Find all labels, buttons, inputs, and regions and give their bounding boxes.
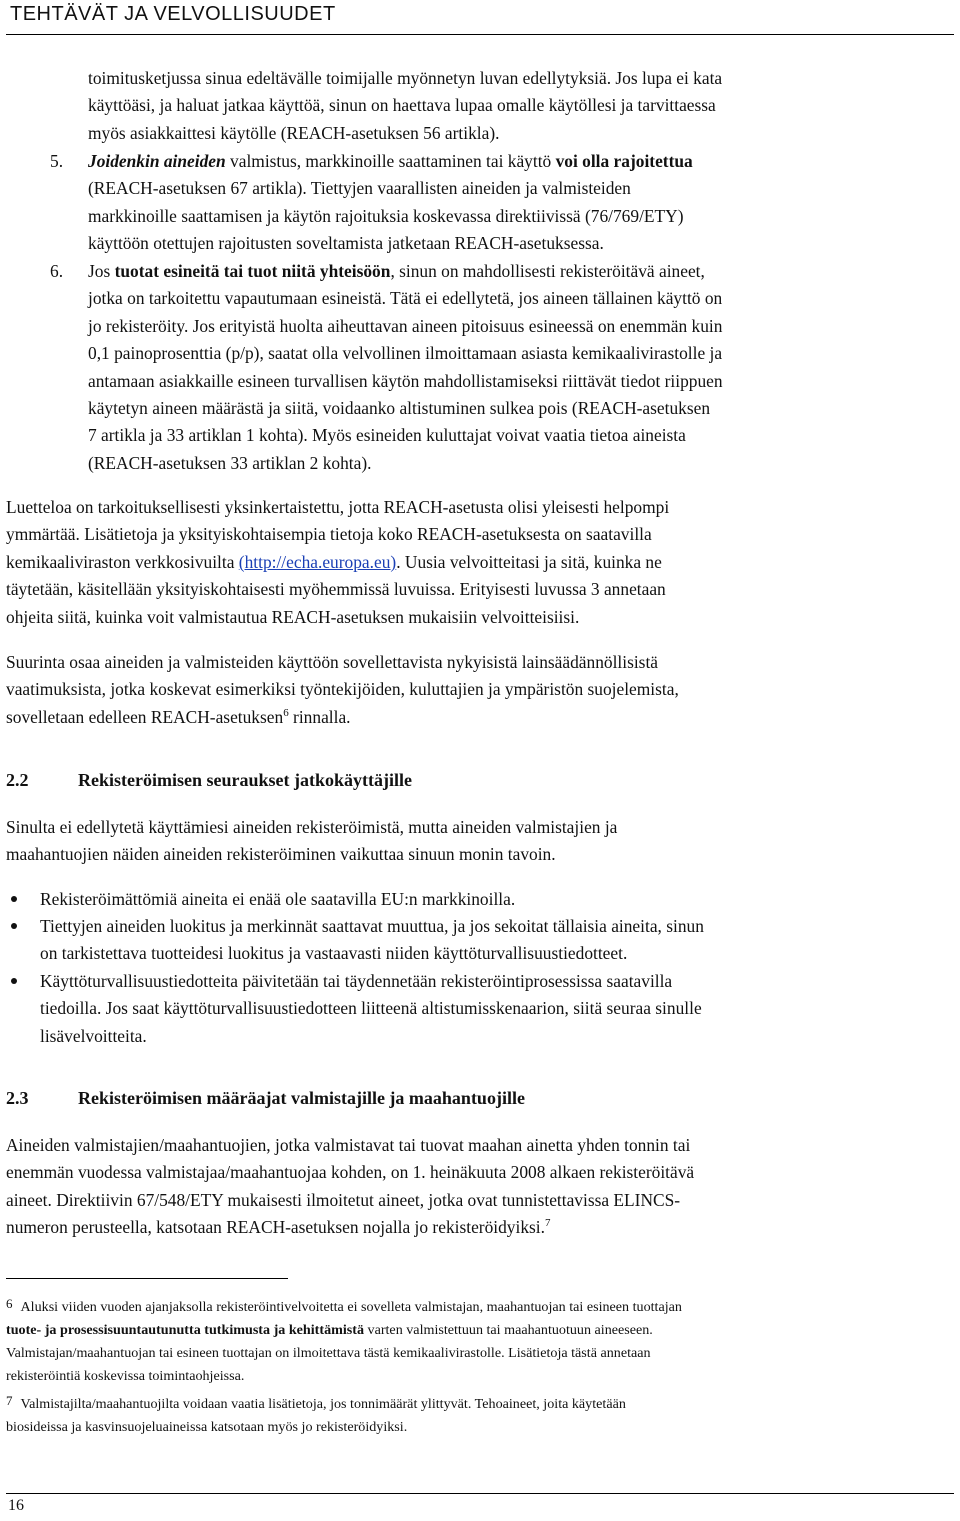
- bullet-dot: [11, 978, 17, 984]
- page-header: [6, 0, 954, 35]
- section-2-2-intro: Sinulta ei edellytetä käyttämiesi aineiden rekisteröimistä, mutta aineiden valmistajien ja maahantuojien näiden aineiden rekisteröiminen vaikuttaa sinuun monin tavoin.: [6, 817, 618, 865]
- bullet-item-3: Käyttöturvallisuustiedotteita päivitetään tai täydennetään rekisteröintiprosessissa saatavilla tiedoilla. Jos saat käyttöturvallisuustiedotteen liitteenä altistumisskenaarion, siitä seuraa sinulle lisävelvoitteita.: [40, 971, 702, 1046]
- list-item-5: Joidenkin aineiden valmistus, markkinoille saattaminen tai käyttö voi olla rajoitettua (REACH-asetuksen 67 artikla). Tiettyjen vaarallisten aineiden ja valmisteiden markkinoille saattamisen ja käytön rajoituksia koskevassa direktiivissä (76/769/ETY) käyttöön otettujen rajoitusten soveltamista jatketaan REACH-asetuksessa.: [88, 151, 693, 254]
- list-continuation: toimitusketjussa sinua edeltävälle toimijalle myönnetyn luvan edellytyksiä. Jos lupa ei kata käyttöäsi, ja haluat jatkaa käyttöä, sinun on haettava lupaa omalle käytöllesi ja tarvittaessa myös asiakkaittesi käytölle (REACH-asetuksen 56 artikla).: [88, 68, 723, 143]
- bullet-item-2: Tiettyjen aineiden luokitus ja merkinnät saattavat muuttua, ja jos sekoitat tällaisia aineita, sinun on tarkistettava tuotteidesi luokitus ja vastaavasti niiden käyttöturvallisuustiedotteet.: [40, 916, 704, 964]
- paragraph-list-info: Luetteloa on tarkoituksellisesti yksinkertaistettu, jotta REACH-asetusta olisi yleisesti helpompi ymmärtää. Lisätietoja ja yksityiskohtaisempia tietoja koko REACH-asetuksesta on saatavilla kemikaaliviraston verkkosivuilta (http://echa.europa.eu). Uusia velvoitteitasi ja sitä, kuinka ne täytetään, käsitellään yksityiskohtaisesti myöhemmissä luvuissa. Erityisesti luvussa 3 annetaan ohjeita siitä, kuinka voit valmistautua REACH-asetuksen mukaisiin velvoitteisiisi.: [6, 497, 670, 627]
- footnote-ref-6[interactable]: 6: [283, 707, 289, 720]
- section-2-2-heading: 2.2 Rekisteröimisen seuraukset jatkokäyttäjille: [6, 770, 412, 790]
- footnote-6: 6 Aluksi viiden vuoden ajanjaksolla rekisteröintivelvoitetta ei sovelleta valmistajan, maahantuojan tai esineen tuottajan tuote- ja prosessisuuntautunutta tutkimusta ja kehittämistä varten valmistettuun tai maahantuotuun aineeseen. Valmistajan/maahantuojan tai esineen tuottajan on ilmoitettava tästä kemikaalivirastolle. Lisätietoja tästä annetaan rekisteröintiä koskevissa toimintaohjeissa.: [6, 1296, 682, 1384]
- section-2-3-body: Aineiden valmistajien/maahantuojien, jotka valmistavat tai tuovat maahan ainetta yhden tonnin tai enemmän vuodessa valmistajaa/maahantuojaa kohden, on 1. heinäkuuta 2008 alkaen rekisteröitävä aineet. Direktiivin 67/548/ETY mukaisesti ilmoitetut aineet, jotka ovat tunnistettavissa ELINCS- numeron perusteella, katsotaan REACH-asetuksen nojalla jo rekisteröidyiksi.$^7$: [6, 1135, 695, 1238]
- footnote-7: 7 Valmistajilta/maahantuojilta voidaan vaatia lisätietoja, jos tonnimäärät ylittyvät. Tehoaineet, joita käytetään biosideissa ja kasvinsuojeluaineissa katsotaan myös jo rekisteröidyiksi.: [6, 1393, 626, 1435]
- bullet-item-1: Rekisteröimättömiä aineita ei enää ole saatavilla EU:n markkinoilla.: [40, 889, 516, 909]
- paragraph-legislation: Suurinta osaa aineiden ja valmisteiden käyttöön sovellettavista nykyisistä lainsäädännöllisistä vaatimuksista, jotka koskevat esimerkiksi työntekijöiden, kuluttajien ja ympäristön suojelemista, sovelletaan edelleen REACH-asetuksen$^6$ rinnalla.: [6, 652, 679, 727]
- footer-separator: [6, 1493, 954, 1494]
- footnote-ref-7[interactable]: 7: [544, 1217, 551, 1230]
- echa-link[interactable]: (http://echa.europa.eu): [238, 551, 397, 572]
- page-number: 16: [8, 1497, 24, 1514]
- list-item-6: Jos tuotat esineitä tai tuot niitä yhteisöön, sinun on mahdollisesti rekisteröitävä aineet, jotka on tarkoitettu vapautumaan esineistä. Tätä ei edellytetä, jos aineen tällainen käyttö on jo rekisteröity. Jos erityistä huolta aiheuttavan aineen pitoisuus esineessä on enemmän kuin 0,1 painoprosenttia (p/p), saatat olla velvollinen ilmoittamaan asiasta kemikaalivirastolle ja antamaan asiakkaille esineen turvallisen käytön mahdollistamiseksi riittävät tiedot riippuen käytetyn aineen määrästä ja siitä, voidaanko altistuminen sulkea pois (REACH-asetuksen 7 artikla ja 33 artiklan 1 kohta). Myös esineiden kuluttajat voivat vaatia tietoa aineista (REACH-asetuksen 33 artiklan 2 kohta).: [88, 261, 723, 473]
- list-number-5: 5.: [50, 151, 64, 171]
- section-2-3-heading: 2.3 Rekisteröimisen määräajat valmistajille ja maahantuojille: [6, 1088, 525, 1108]
- bullet-dot: [11, 896, 17, 902]
- bullet-dot: [11, 923, 17, 929]
- footnote-separator: [6, 1278, 288, 1279]
- header-title: TEHTÄVÄT JA VELVOLLISUUDET: [10, 3, 336, 25]
- list-number-6: 6.: [50, 261, 64, 281]
